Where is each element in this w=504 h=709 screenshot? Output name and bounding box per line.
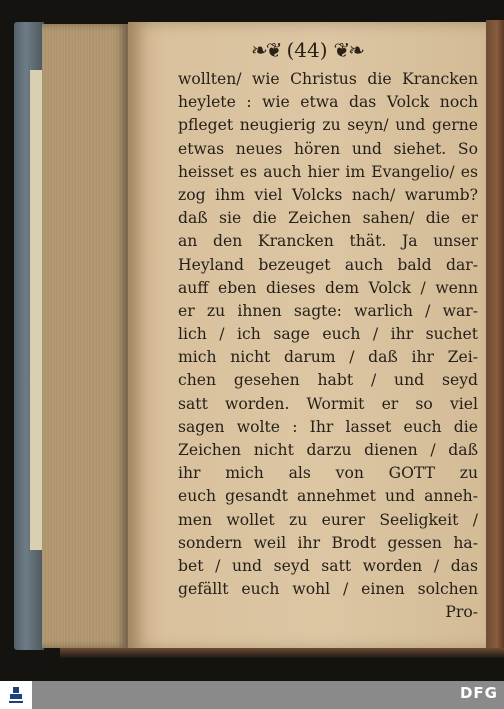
text-line: er zu ihnen sagte: warlich / war- [178, 301, 478, 320]
viewer-footer-bar [0, 681, 504, 709]
text-line: lich / ich sage euch / ihr suchet [178, 325, 478, 344]
page-bottom-shadow [60, 648, 504, 658]
text-line: sondern weil ihr Brodt gessen ha- [178, 533, 478, 552]
text-line: zog ihm viel Volcks nach/ warumb? [178, 185, 478, 204]
text-line: wollten/ wie Christus die Krancken [178, 70, 478, 88]
text-line: daß sie die Zeichen sahen/ die er [178, 209, 478, 228]
text-line: Heyland bezeuget auch bald dar- [178, 255, 478, 274]
text-line: an den Krancken thät. Ja unser [178, 232, 478, 251]
text-line: bet / und seyd satt worden / das [178, 556, 478, 575]
text-line: pfleget neugierig zu seyn/ und gerne [178, 116, 478, 135]
text-line: men wollet zu eurer Seeligkeit / [178, 510, 478, 529]
text-line: euch gesandt annehmet und anneh- [178, 487, 478, 506]
binding-right-edge [486, 20, 504, 654]
text-line: satt worden. Wormit er so viel [178, 394, 478, 413]
text-line: heisset es auch hier im Evangelio/ es [178, 162, 478, 181]
dfg-logo: DFG [459, 684, 498, 702]
catchword: Pro- [445, 603, 478, 622]
page-stack-edge [42, 24, 128, 648]
text-line: chen gesehen habt / und seyd [178, 371, 478, 390]
text-line: mich nicht darum / daß ihr Zei- [178, 348, 478, 367]
text-line: etwas neues hören und siehet. So [178, 139, 478, 158]
ornament-right-icon: ❦❧ [333, 38, 364, 62]
library-crest-icon [7, 685, 25, 705]
library-logo [0, 681, 32, 709]
text-line: auff eben dieses dem Volck / wenn [178, 278, 478, 297]
ornament-left-icon: ❧❦ [250, 38, 281, 62]
page-text-block [178, 68, 478, 625]
page-number: (44) [286, 38, 328, 62]
text-line: ihr mich als von GOTT zu [178, 464, 478, 483]
text-line: gefällt euch wohl / einen solchen [178, 580, 478, 599]
text-line: sagen wolte : Ihr lasset euch die [178, 417, 478, 436]
page-header [128, 34, 486, 66]
text-line: Zeichen nicht darzu dienen / daß [178, 441, 478, 459]
text-line: heylete : wie etwa das Volck noch [178, 93, 478, 112]
